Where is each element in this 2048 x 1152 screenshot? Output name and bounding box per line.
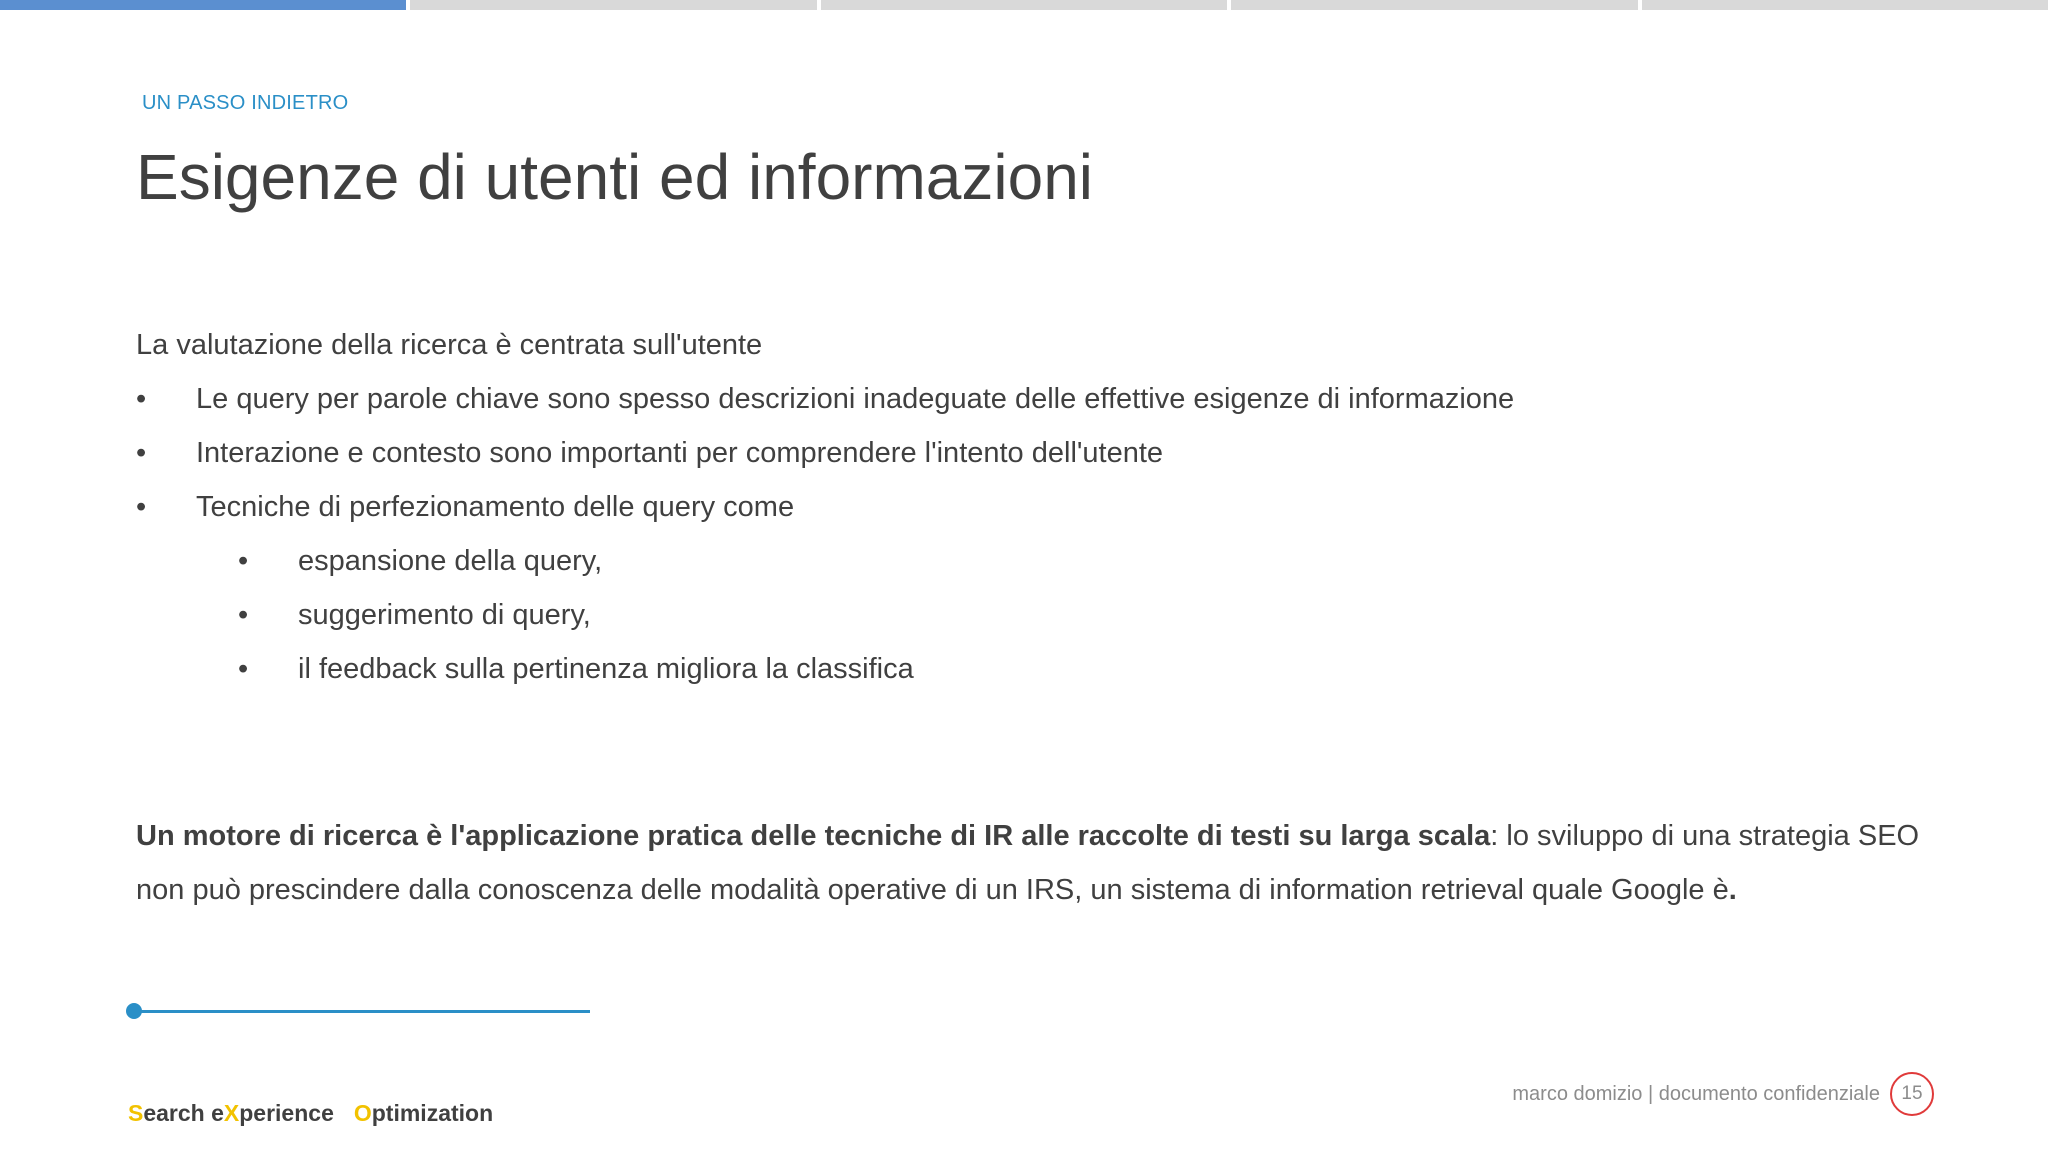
bullet-dot: •	[136, 491, 147, 523]
bullet-text: Le query per parole chiave sono spesso descrizioni inadeguate delle effettive esigenze di informazione	[196, 383, 1515, 415]
slide-title: Esigenze di utenti ed informazioni	[136, 141, 1093, 213]
bullet-dot: •	[136, 437, 147, 469]
accent-rule	[134, 1010, 590, 1013]
sub-bullet-item	[136, 541, 1936, 581]
accent-dot	[126, 1003, 142, 1019]
footer-note: marco domizio | documento confidenziale	[1512, 1083, 1880, 1105]
decorative-accent-line	[126, 1003, 590, 1019]
page-number-badge: 15	[1890, 1072, 1934, 1116]
brand-text-perience: perience	[239, 1100, 334, 1126]
bullet-dot: •	[238, 599, 249, 631]
slide-body	[136, 325, 1936, 703]
sub-bullet-item	[136, 649, 1936, 689]
progress-segment-4	[1231, 0, 1637, 10]
bullet-dot: •	[136, 383, 147, 415]
progress-segment-2	[410, 0, 816, 10]
sub-bullet-text: il feedback sulla pertinenza migliora la classifica	[298, 653, 914, 685]
conclusion-paragraph	[136, 809, 1936, 917]
bullet-dot: •	[238, 653, 249, 685]
progress-segment-5	[1642, 0, 2048, 10]
brand-letter-s: S	[128, 1100, 144, 1126]
section-progress-bar	[0, 0, 2048, 10]
bullet-item	[136, 487, 1936, 527]
bullet-text: Tecniche di perfezionamento delle query come	[196, 491, 795, 523]
slide-kicker: UN PASSO INDIETRO	[142, 92, 349, 114]
bullet-item	[136, 379, 1936, 419]
brand-text-earch: earch e	[143, 1100, 224, 1126]
brand-letter-o: O	[353, 1100, 372, 1126]
bullet-dot: •	[238, 545, 249, 577]
sub-bullet-text: espansione della query,	[298, 545, 603, 577]
conclusion-end: .	[1728, 874, 1737, 906]
brand-letter-x: X	[223, 1100, 240, 1126]
brand-text-ptimization: ptimization	[371, 1100, 494, 1126]
conclusion-bold: Un motore di ricerca è l'applicazione pratica delle tecniche di IR alle raccolte di testi su larga scala	[136, 820, 1491, 852]
intro-text: La valutazione della ricerca è centrata sull'utente	[136, 329, 763, 361]
bullet-text: Interazione e contesto sono importanti per comprendere l'intento dell'utente	[196, 437, 1164, 469]
progress-segment-3	[821, 0, 1227, 10]
conclusion-regular: : lo sviluppo di una strategia SEO non può prescindere dalla conoscenza delle modalità operative di un IRS, un sistema di information retrieval quale Google è	[136, 820, 1920, 906]
bullet-item	[136, 433, 1936, 473]
sub-bullet-text: suggerimento di query,	[298, 599, 591, 631]
brand-logo-text	[128, 1100, 493, 1127]
sub-bullet-item	[136, 595, 1936, 635]
progress-segment-1	[0, 0, 406, 10]
